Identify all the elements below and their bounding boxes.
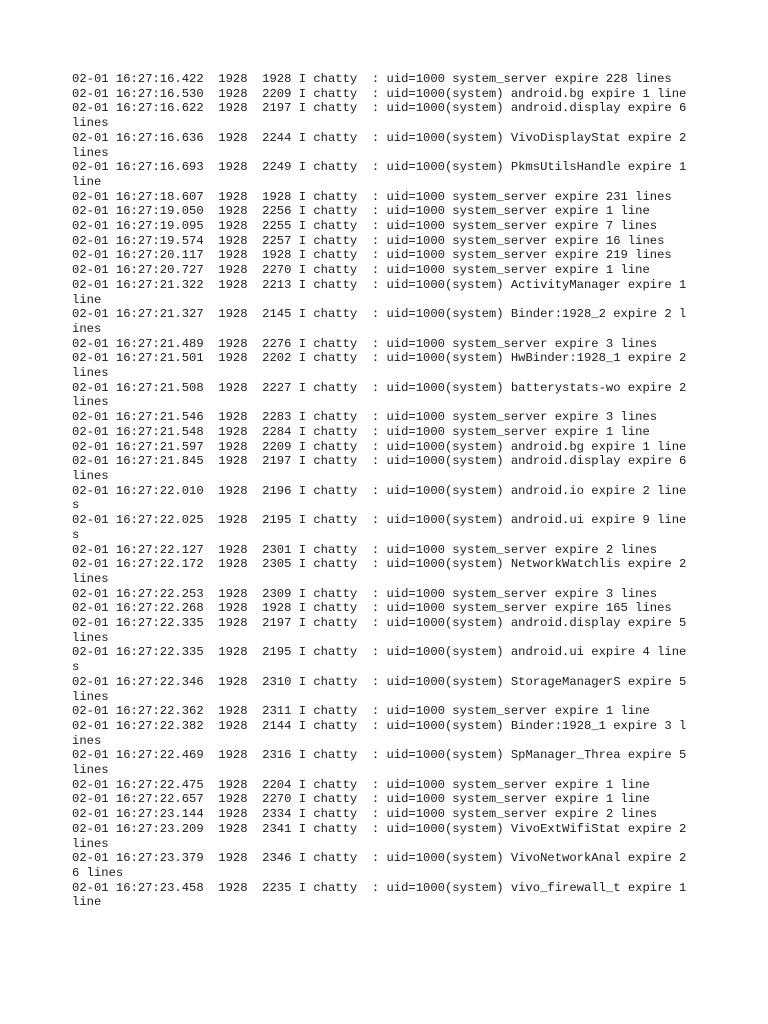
- log-line: 02-01 16:27:18.607 1928 1928 I chatty : uid=1000 system_server expire 231 lines: [72, 189, 672, 204]
- log-line: 02-01 16:27:22.346 1928 2310 I chatty : uid=1000(system) StorageManagerS expire 5 lines: [72, 674, 694, 704]
- log-line: 02-01 16:27:23.458 1928 2235 I chatty : uid=1000(system) vivo_firewall_t expire 1 line: [72, 880, 694, 910]
- log-line: 02-01 16:27:19.050 1928 2256 I chatty : uid=1000 system_server expire 1 line: [72, 204, 650, 219]
- log-line: 02-01 16:27:19.574 1928 2257 I chatty : uid=1000 system_server expire 16 lines: [72, 233, 665, 248]
- log-line: 02-01 16:27:22.253 1928 2309 I chatty : uid=1000 system_server expire 3 lines: [72, 586, 658, 601]
- log-line: 02-01 16:27:16.622 1928 2197 I chatty : uid=1000(system) android.display expire 6 lines: [72, 101, 694, 131]
- log-line: 02-01 16:27:22.025 1928 2195 I chatty : uid=1000(system) android.ui expire 9 lines: [72, 513, 687, 542]
- log-line: 02-01 16:27:22.362 1928 2311 I chatty : uid=1000 system_server expire 1 line: [72, 704, 650, 719]
- log-line: 02-01 16:27:23.144 1928 2334 I chatty : uid=1000 system_server expire 2 lines: [72, 807, 658, 822]
- log-line: 02-01 16:27:20.117 1928 1928 I chatty : uid=1000 system_server expire 219 lines: [72, 248, 672, 263]
- log-line: 02-01 16:27:16.693 1928 2249 I chatty : uid=1000(system) PkmsUtilsHandle expire 1 line: [72, 160, 694, 189]
- log-line: 02-01 16:27:21.546 1928 2283 I chatty : uid=1000 system_server expire 3 lines: [72, 410, 658, 425]
- log-line: 02-01 16:27:22.475 1928 2204 I chatty : uid=1000 system_server expire 1 line: [72, 777, 650, 792]
- log-line: 02-01 16:27:21.548 1928 2284 I chatty : uid=1000 system_server expire 1 line: [72, 424, 650, 439]
- log-line: 02-01 16:27:21.322 1928 2213 I chatty : uid=1000(system) ActivityManager expire 1 line: [72, 277, 694, 307]
- log-line: 02-01 16:27:16.636 1928 2244 I chatty : uid=1000(system) VivoDisplayStat expire 2 lines: [72, 130, 694, 160]
- log-line: 02-01 16:27:16.422 1928 1928 I chatty : uid=1000 system_server expire 228 lines: [72, 72, 672, 86]
- log-line: 02-01 16:27:21.508 1928 2227 I chatty : uid=1000(system) batterystats-wo expire 2 lines: [72, 380, 694, 410]
- log-line: 02-01 16:27:22.657 1928 2270 I chatty : uid=1000 system_server expire 1 line: [72, 792, 650, 807]
- log-line: 02-01 16:27:21.489 1928 2276 I chatty : uid=1000 system_server expire 3 lines: [72, 336, 658, 351]
- log-line: 02-01 16:27:21.597 1928 2209 I chatty : uid=1000(system) android.bg expire 1 line: [72, 439, 687, 454]
- log-line: 02-01 16:27:22.335 1928 2197 I chatty : uid=1000(system) android.display expire 5 lines: [72, 616, 694, 645]
- log-line: 02-01 16:27:21.327 1928 2145 I chatty : uid=1000(system) Binder:1928_2 expire 2 lines: [72, 307, 687, 336]
- log-line: 02-01 16:27:22.469 1928 2316 I chatty : uid=1000(system) SpManager_Threa expire 5 lines: [72, 748, 694, 778]
- log-line: 02-01 16:27:21.501 1928 2202 I chatty : uid=1000(system) HwBinder:1928_1 expire 2 lines: [72, 351, 694, 381]
- log-line: 02-01 16:27:22.268 1928 1928 I chatty : uid=1000 system_server expire 165 lines: [72, 601, 672, 616]
- log-line: 02-01 16:27:22.010 1928 2196 I chatty : uid=1000(system) android.io expire 2 lines: [72, 483, 687, 513]
- log-line: 02-01 16:27:22.382 1928 2144 I chatty : uid=1000(system) Binder:1928_1 expire 3 lines: [72, 718, 687, 748]
- log-line: 02-01 16:27:20.727 1928 2270 I chatty : uid=1000 system_server expire 1 line: [72, 263, 650, 278]
- log-line: 02-01 16:27:23.209 1928 2341 I chatty : uid=1000(system) VivoExtWifiStat expire 2 lines: [72, 821, 694, 851]
- log-text: [72, 72, 692, 910]
- log-line: 02-01 16:27:22.335 1928 2195 I chatty : uid=1000(system) android.ui expire 4 lines: [72, 645, 687, 675]
- log-line: 02-01 16:27:23.379 1928 2346 I chatty : uid=1000(system) VivoNetworkAnal expire 26 lines: [72, 851, 687, 880]
- log-line: 02-01 16:27:16.530 1928 2209 I chatty : uid=1000(system) android.bg expire 1 line: [72, 86, 687, 101]
- log-line: 02-01 16:27:22.172 1928 2305 I chatty : uid=1000(system) NetworkWatchlis expire 2 lines: [72, 557, 694, 586]
- log-line: 02-01 16:27:19.095 1928 2255 I chatty : uid=1000 system_server expire 7 lines: [72, 219, 658, 234]
- log-line: 02-01 16:27:22.127 1928 2301 I chatty : uid=1000 system_server expire 2 lines: [72, 542, 658, 557]
- log-line: 02-01 16:27:21.845 1928 2197 I chatty : uid=1000(system) android.display expire 6 lines: [72, 454, 694, 483]
